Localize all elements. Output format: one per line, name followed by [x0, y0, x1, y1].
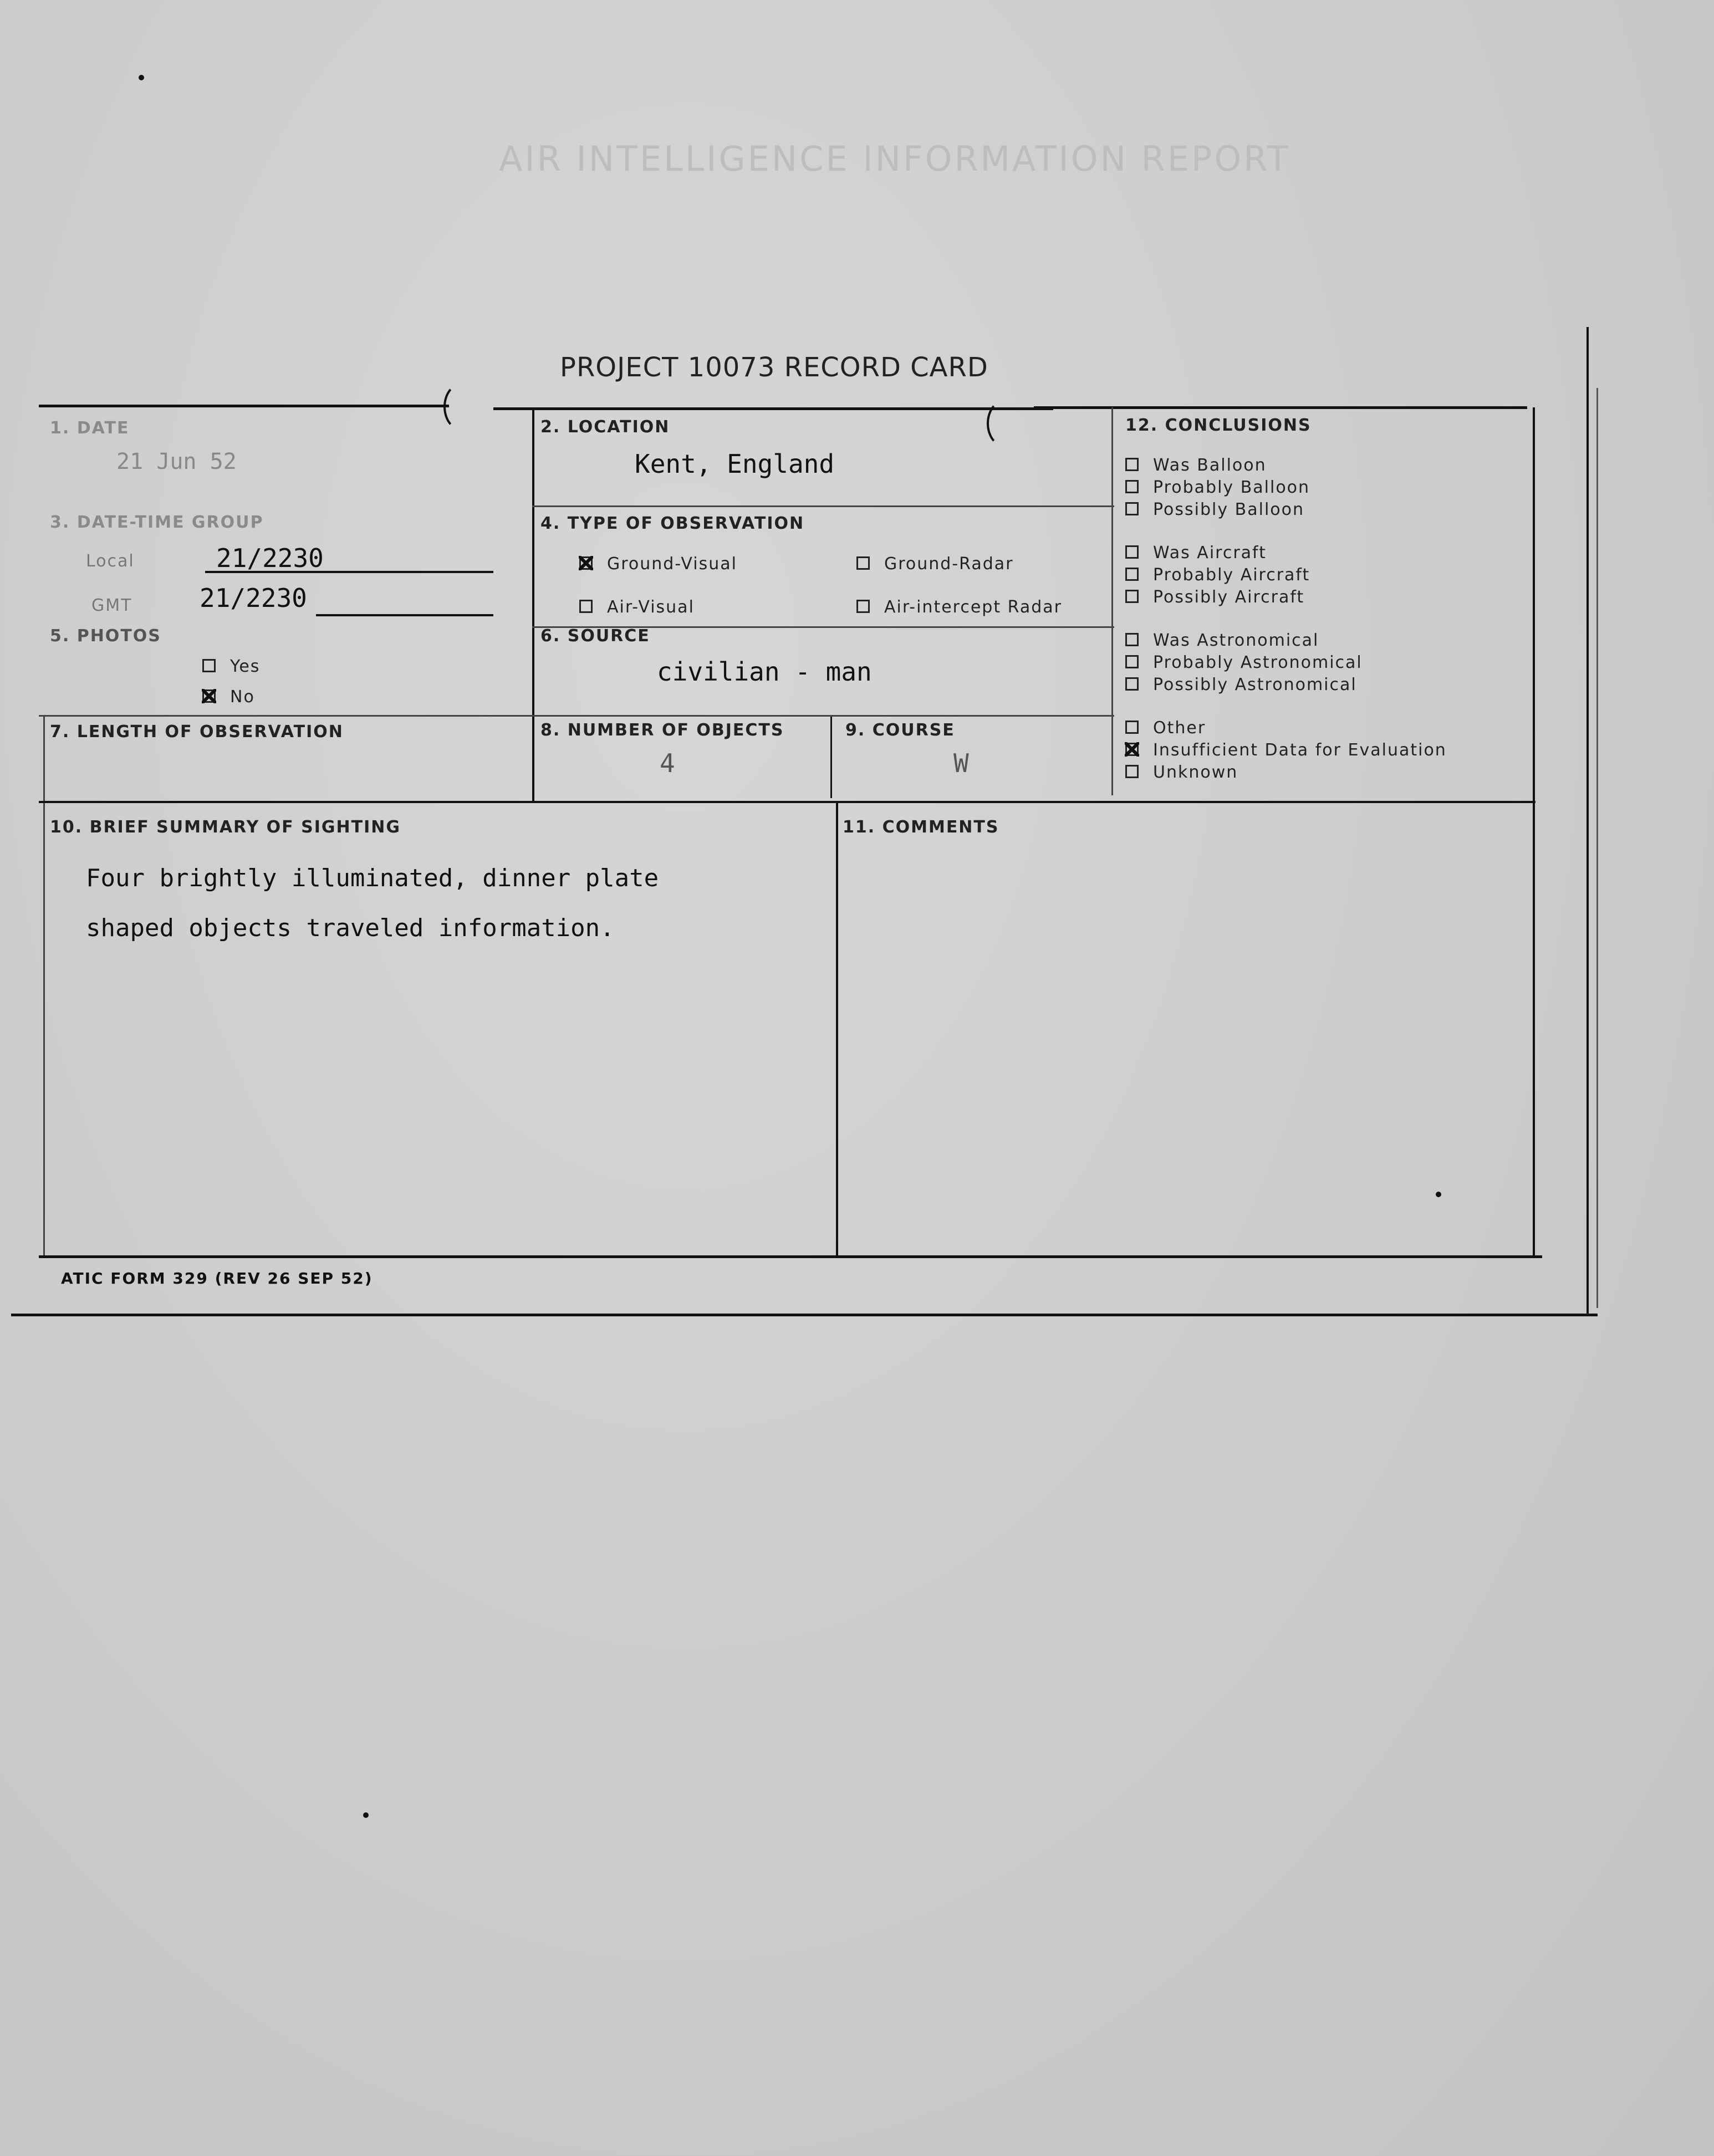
- photos-no: No: [202, 687, 255, 707]
- course-value: W: [953, 748, 969, 778]
- gmt-value: 21/2230: [200, 583, 307, 613]
- conclusion-was-balloon: Was Balloon: [1125, 456, 1267, 475]
- divider-summary: [836, 801, 838, 1255]
- summary-line-2: shaped objects traveled information.: [86, 914, 615, 942]
- conclusion-insufficient-data: Insufficient Data for Evaluation: [1125, 740, 1447, 760]
- top-rule-mid: [493, 407, 1053, 410]
- divider-col2: [1111, 407, 1113, 795]
- type-ground-radar: Ground-Radar: [856, 554, 1014, 574]
- checkbox: [1125, 458, 1139, 471]
- type-label: 4. TYPE OF OBSERVATION: [540, 514, 805, 533]
- checkbox: [1125, 721, 1139, 734]
- photos-label: 5. PHOTOS: [50, 626, 161, 646]
- type-ground-visual: Ground-Visual: [579, 554, 737, 574]
- checkbox: [1125, 545, 1139, 559]
- card-edge-right-outer: [1596, 388, 1598, 1308]
- local-value: 21/2230: [216, 543, 324, 573]
- summary-text: [86, 854, 807, 953]
- conclusion-probably-aircraft: Probably Aircraft: [1125, 565, 1310, 585]
- local-label: Local: [86, 551, 135, 571]
- photos-yes: Yes: [202, 657, 260, 676]
- checkbox: [1125, 765, 1139, 778]
- type-air-visual: Air-Visual: [579, 597, 695, 617]
- summary-label: 10. BRIEF SUMMARY OF SIGHTING: [50, 818, 401, 837]
- checkbox: [856, 556, 870, 570]
- top-rule-right: [1034, 406, 1527, 409]
- checkbox: [1125, 480, 1139, 493]
- source-value: civilian - man: [657, 657, 872, 687]
- source-label: 6. SOURCE: [540, 626, 650, 646]
- punch-hole-left: [443, 382, 481, 431]
- card-edge-right: [1587, 327, 1589, 1314]
- gmt-label: GMT: [91, 596, 132, 615]
- type-air-intercept-radar: Air-intercept Radar: [856, 597, 1062, 617]
- length-label: 7. LENGTH OF OBSERVATION: [50, 722, 344, 742]
- card-title: PROJECT 10073 RECORD CARD: [560, 352, 988, 383]
- location-value: Kent, England: [635, 449, 835, 479]
- location-label: 2. LOCATION: [540, 417, 670, 437]
- course-label: 9. COURSE: [845, 721, 955, 740]
- rule-row3: [39, 715, 1114, 717]
- checkbox: [579, 600, 593, 613]
- conclusion-was-aircraft: Was Aircraft: [1125, 543, 1267, 563]
- checkbox: [202, 659, 216, 672]
- date-value: 21 Jun 52: [116, 449, 237, 474]
- divider-course: [830, 715, 832, 798]
- card-left-edge: [43, 715, 45, 1255]
- date-label: 1. DATE: [50, 418, 130, 438]
- rule-row4: [39, 801, 1536, 803]
- number-value: 4: [660, 748, 675, 778]
- top-rule-left: [39, 405, 449, 407]
- dtg-label: 3. DATE-TIME GROUP: [50, 513, 264, 532]
- number-label: 8. NUMBER OF OBJECTS: [540, 721, 784, 740]
- divider-col1: [532, 407, 534, 801]
- checkbox: [856, 600, 870, 613]
- comments-label: 11. COMMENTS: [843, 818, 999, 837]
- checkbox: [1125, 502, 1139, 515]
- card-right-edge: [1533, 407, 1535, 1255]
- background-report-heading: AIR INTELLIGENCE INFORMATION REPORT: [499, 139, 1290, 179]
- rule-gmt: [316, 614, 493, 616]
- speck: [363, 1812, 369, 1818]
- speck: [139, 75, 144, 80]
- record-card: [39, 327, 1547, 1325]
- punch-hole-right: [987, 399, 1024, 448]
- conclusion-unknown: Unknown: [1125, 763, 1238, 782]
- conclusions-label: 12. CONCLUSIONS: [1125, 416, 1312, 435]
- conclusion-was-astronomical: Was Astronomical: [1125, 631, 1319, 650]
- summary-line-1: Four brightly illuminated, dinner plate: [86, 864, 659, 892]
- checkbox: [1125, 677, 1139, 691]
- form-number: ATIC FORM 329 (REV 26 SEP 52): [61, 1269, 373, 1288]
- conclusion-other: Other: [1125, 718, 1206, 738]
- conclusion-probably-balloon: Probably Balloon: [1125, 478, 1310, 497]
- checkbox-checked: [202, 689, 216, 703]
- conclusion-possibly-aircraft: Possibly Aircraft: [1125, 587, 1304, 607]
- checkbox: [1125, 633, 1139, 646]
- rule-location: [532, 505, 1114, 507]
- checkbox-checked: [1125, 743, 1139, 756]
- checkbox: [1125, 568, 1139, 581]
- conclusion-probably-astronomical: Probably Astronomical: [1125, 653, 1363, 672]
- conclusion-possibly-astronomical: Possibly Astronomical: [1125, 675, 1357, 694]
- conclusion-possibly-balloon: Possibly Balloon: [1125, 500, 1304, 519]
- rule-bottom: [39, 1255, 1542, 1258]
- checkbox: [1125, 655, 1139, 668]
- checkbox-checked: [579, 556, 593, 570]
- checkbox: [1125, 590, 1139, 603]
